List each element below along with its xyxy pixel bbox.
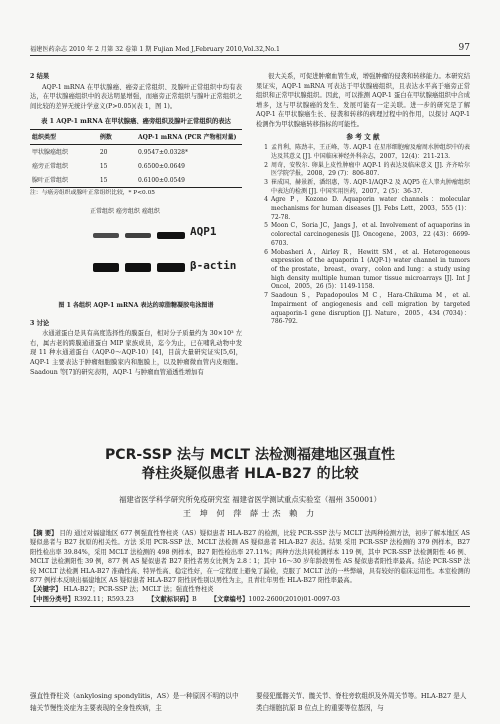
gel-label-beta-actin: β-actin	[190, 258, 237, 272]
reference-item	[256, 249, 470, 293]
reference-text: Moon C，Soria JC，Jangs J，et al. Involvement of aquaporins in colorectal carcinogenesis [J]. Oncogene，2003，22 (43)：6699-6703.	[271, 222, 470, 247]
keywords-text: HLA-B27；PCR-SSP 法；MCLT 法；强直性脊柱炎	[63, 586, 214, 594]
affiliation: 福建省医学科学研究所免疫研究室 福建省医学测试重点实验室（福州 350001）	[118, 495, 382, 504]
keywords-label: 【关键字】	[30, 586, 62, 594]
gel-band	[125, 263, 151, 272]
reference-number: 1	[264, 144, 268, 152]
references-heading: 参 考 文 献	[346, 132, 380, 141]
running-header	[30, 43, 470, 56]
body-text-right: 要侵犯骶髂关节、髋关节、脊柱旁软组织及外周关节等。HLA-B27 是人类白细胞抗原 B 位点上的重要等位基因，与	[256, 692, 467, 712]
table-cell: 0.6500±0.0649	[137, 162, 185, 170]
table-row	[30, 173, 242, 188]
reference-item	[256, 179, 470, 196]
gel-label-aqp1: AQP1	[190, 224, 217, 238]
reference-number: 3	[264, 178, 268, 186]
reference-text: Mobasheri A，Airley R，Hewitt SM，et al. Heterogeneous expression of the aquaporin 1 (AQP-1) water channel in tumors of the prostate，breast，ovary，colon and lung：a study using high density multiple human tumor tissue microarrays [J]. Int J Oncol，2005，26 (5)：1149-1158.	[271, 248, 470, 291]
table-cell: 癌旁正常组织	[32, 162, 69, 170]
table-row	[30, 145, 242, 160]
article-title-line: PCR-SSP 法与 MCLT 法检测福建地区强直性	[105, 447, 395, 463]
gel-band	[157, 263, 185, 272]
doc-code-value: B	[192, 595, 197, 603]
abstract-text: 目的 通过对福建地区 677 例强直性脊柱炎（AS）疑似患者 HLA-B27 的检测，比较 PCR-SSP 法与 MCLT 法两种检测方法，初步了解本地区 AS 疑似患者与 B27 抗原的相关性。方法 采用 PCR-SSP 法、MCLT 法检测 AS 疑似患者 HLA-B27 表达。结果 采用 PCR-SSP 法检测的 379 例样本，B27 阳性检出率 39.84%，采用 MCLT 法检测的 498 例样本，B27 阳性检出率 27.11%；两种方法共同检测样本 119 例，其中 PCR-SSP 法检测阳性 46 例、MCLT 法检测阳性 39 例，877 例 AS 疑似患者 B27 阳性者男女比例为 2.8∶1；其中 16～30 岁年龄段男性 AS 疑似患者阳性率最高。结论 PCR-SSP 法较 MCLT 法检测 HLA-B27 准确性高、特异性高、稳定性好，在一定程度上避免了漏检，克服了 MCLT 法的一些弊端，具有较好的临床运用性。本室检测的 877 例样本反映出福建地区 AS 疑似患者 HLA-B27 阳性居性别以男性为主，且青壮年男性 HLA-B27 阳性率最高。	[30, 530, 470, 585]
gel-electrophoresis-figure	[30, 207, 242, 299]
reference-text: Agre P，Kozono D. Aquaporin water channels：molecular mechanisms for human diseases [J]. Febs Lett，2003，555 (1)：72-78.	[271, 196, 470, 221]
reference-number: 2	[264, 161, 268, 169]
page-number: 97	[458, 43, 470, 53]
table-cell: 20	[99, 148, 108, 156]
discussion-continued: 很大关系，可促进肿瘤血管生成，增强肿瘤的侵袭和转移能力。本研究结果证实，AQP-1 mRNA 可表达于甲状腺癌组织，且表达水平高于癌旁正常组织和正常甲状腺组织。因此，可以推测 AQP-1 蛋白在甲状腺癌组织中合成增多，这与甲状腺癌的发生、发展可能有一定关联。进一步的研究是了解 AQP-1 在甲状腺癌生长、侵袭和转移的病理过程中的作用，以探讨 AQP-1 检测作为甲状腺癌转移指标的可能性。	[256, 73, 470, 128]
gel-band	[93, 233, 119, 238]
reference-number: 4	[264, 196, 268, 204]
gel-lane-labels: 正常组织 癌旁组织 癌组织	[90, 207, 160, 215]
gel-band	[125, 233, 151, 238]
table-cell: 0.9547±0.0328*	[137, 148, 188, 156]
results-paragraph: AQP-1 mRNA 在甲状腺癌、癌旁正常组织、及腺叶正常组织中均有表达，在甲状腺癌组织中的表达明显增强，而癌旁正常组织与腺叶正常组织之间比较的差异无统计学意义(P>0.05)(表 1，图 1)。	[30, 83, 242, 110]
discussion-paragraph: 水通道蛋白是具有高度选择性的膜蛋白，相对分子质量约为 30×10³ 左右，属古老的跨膜通道蛋白 MIP 家族成员，迄今为止，已在哺乳动物中发现 11 种水通道蛋白（AQP-0～AQP-10）[4]，目前大量研究证实[5,6]，AQP-1 主要表达于肿瘤细胞膜家内和胞膜上，以及肿瘤微血管内皮细胞。Saadoun 等[7]的研究表明，AQP-1 与肿瘤血管通透性增加有	[30, 330, 242, 376]
discussion-heading: 3 讨论	[30, 319, 50, 327]
new-article	[30, 446, 470, 607]
right-column	[256, 72, 470, 327]
article-title-line: 脊柱炎疑似患者 HLA-B27 的比较	[141, 466, 359, 482]
results-heading: 2 结果	[30, 73, 50, 80]
reference-number: 5	[264, 222, 268, 230]
clc-label: 【中图分类号】	[30, 595, 75, 603]
reference-item	[256, 162, 470, 179]
reference-item	[256, 144, 470, 161]
table-cell: 腺叶正常组织	[32, 176, 69, 184]
reference-number: 6	[264, 248, 268, 256]
keywords	[30, 585, 470, 594]
clc-value: R392.11；R593.23	[74, 595, 134, 603]
table-cell: 15	[99, 176, 108, 184]
table-cell: 甲状腺癌组织	[32, 148, 69, 156]
classification-line	[30, 595, 470, 607]
reference-item	[256, 292, 470, 327]
table-cell: 15	[99, 162, 108, 170]
article-id-value: 1002-2600(2010)01-0097-03	[248, 595, 340, 603]
gel-band	[157, 232, 185, 239]
table-header-row	[30, 130, 242, 145]
table-header-cell: 例数	[99, 133, 112, 141]
reference-item	[256, 196, 470, 222]
left-column	[30, 72, 242, 377]
table-row	[30, 159, 242, 173]
table-header-cell: 组织类型	[32, 133, 57, 141]
authors: 王 坤 何 萍 薛士杰 赖 力	[182, 508, 318, 518]
journal-citation: 福建医药杂志 2010 年 2 月第 32 卷第 1 期 Fujian Med J,February 2010,Vol.32,No.1	[30, 46, 280, 53]
table-caption: 表 1 AQP-1 mRNA 在甲状腺癌、癌旁组织及腺叶正常组织的表达	[41, 118, 231, 126]
reference-text: Saadoun S，Papadopoulos M C，Hara-Chikuma M，et al. Impairment of angiogenesis and cell migration by targeted aquaporin-1 gene disruption [J]. Nature，2005，434 (7034)：786-792.	[271, 292, 470, 326]
abstract-label: 【摘 要】	[30, 530, 58, 537]
table-note: 注：与癌旁组织或腺叶正常组织比较，* P<0.05	[30, 190, 155, 197]
reference-item	[256, 222, 470, 248]
figure-caption: 图 1 各组织 AQP-1 mRNA 表达的琼脂糖凝胶电泳图谱	[58, 301, 214, 309]
reference-text: 周奇，安牧尔. 卵巢上皮性肿瘤中 AQP-1 的表达及临床意义 [J]. 齐齐哈尔医学院学报，2008，29 (7)：806-807.	[271, 161, 470, 178]
reference-text: 崔成国，赫景新，潘绍惠，等. AQP-1/AQP-2 及 AQP5 在人睾丸肿瘤组织中表达的检测 [J]. 中国实用医药，2007，2 (5)：36-37.	[271, 178, 470, 195]
table-cell: 0.6100±0.0549	[137, 176, 185, 184]
abstract	[30, 529, 470, 585]
table-header-cell: AQP-1 mRNA (PCR 产物相对量)	[137, 133, 237, 141]
doc-code-label: 【文献标识码】	[147, 595, 193, 603]
reference-text: 孟肖利，陈劲丰，王正峰，等. AQP-1 在星形细胞瘤及瘤周水肿组织中的表达及其意义 [J]. 中国临床神经外科杂志，2007，12(4)：211-213.	[271, 144, 470, 160]
gel-band	[93, 263, 119, 272]
expression-table	[30, 129, 242, 188]
body-text-left: 强直性脊柱炎（ankylosing spondylitis，AS）是一种原因不明的以中轴关节慢性炎症为主要表现的全身性疾病，主	[30, 692, 239, 712]
reference-number: 7	[264, 292, 268, 300]
article-id-label: 【文章编号】	[210, 595, 249, 603]
